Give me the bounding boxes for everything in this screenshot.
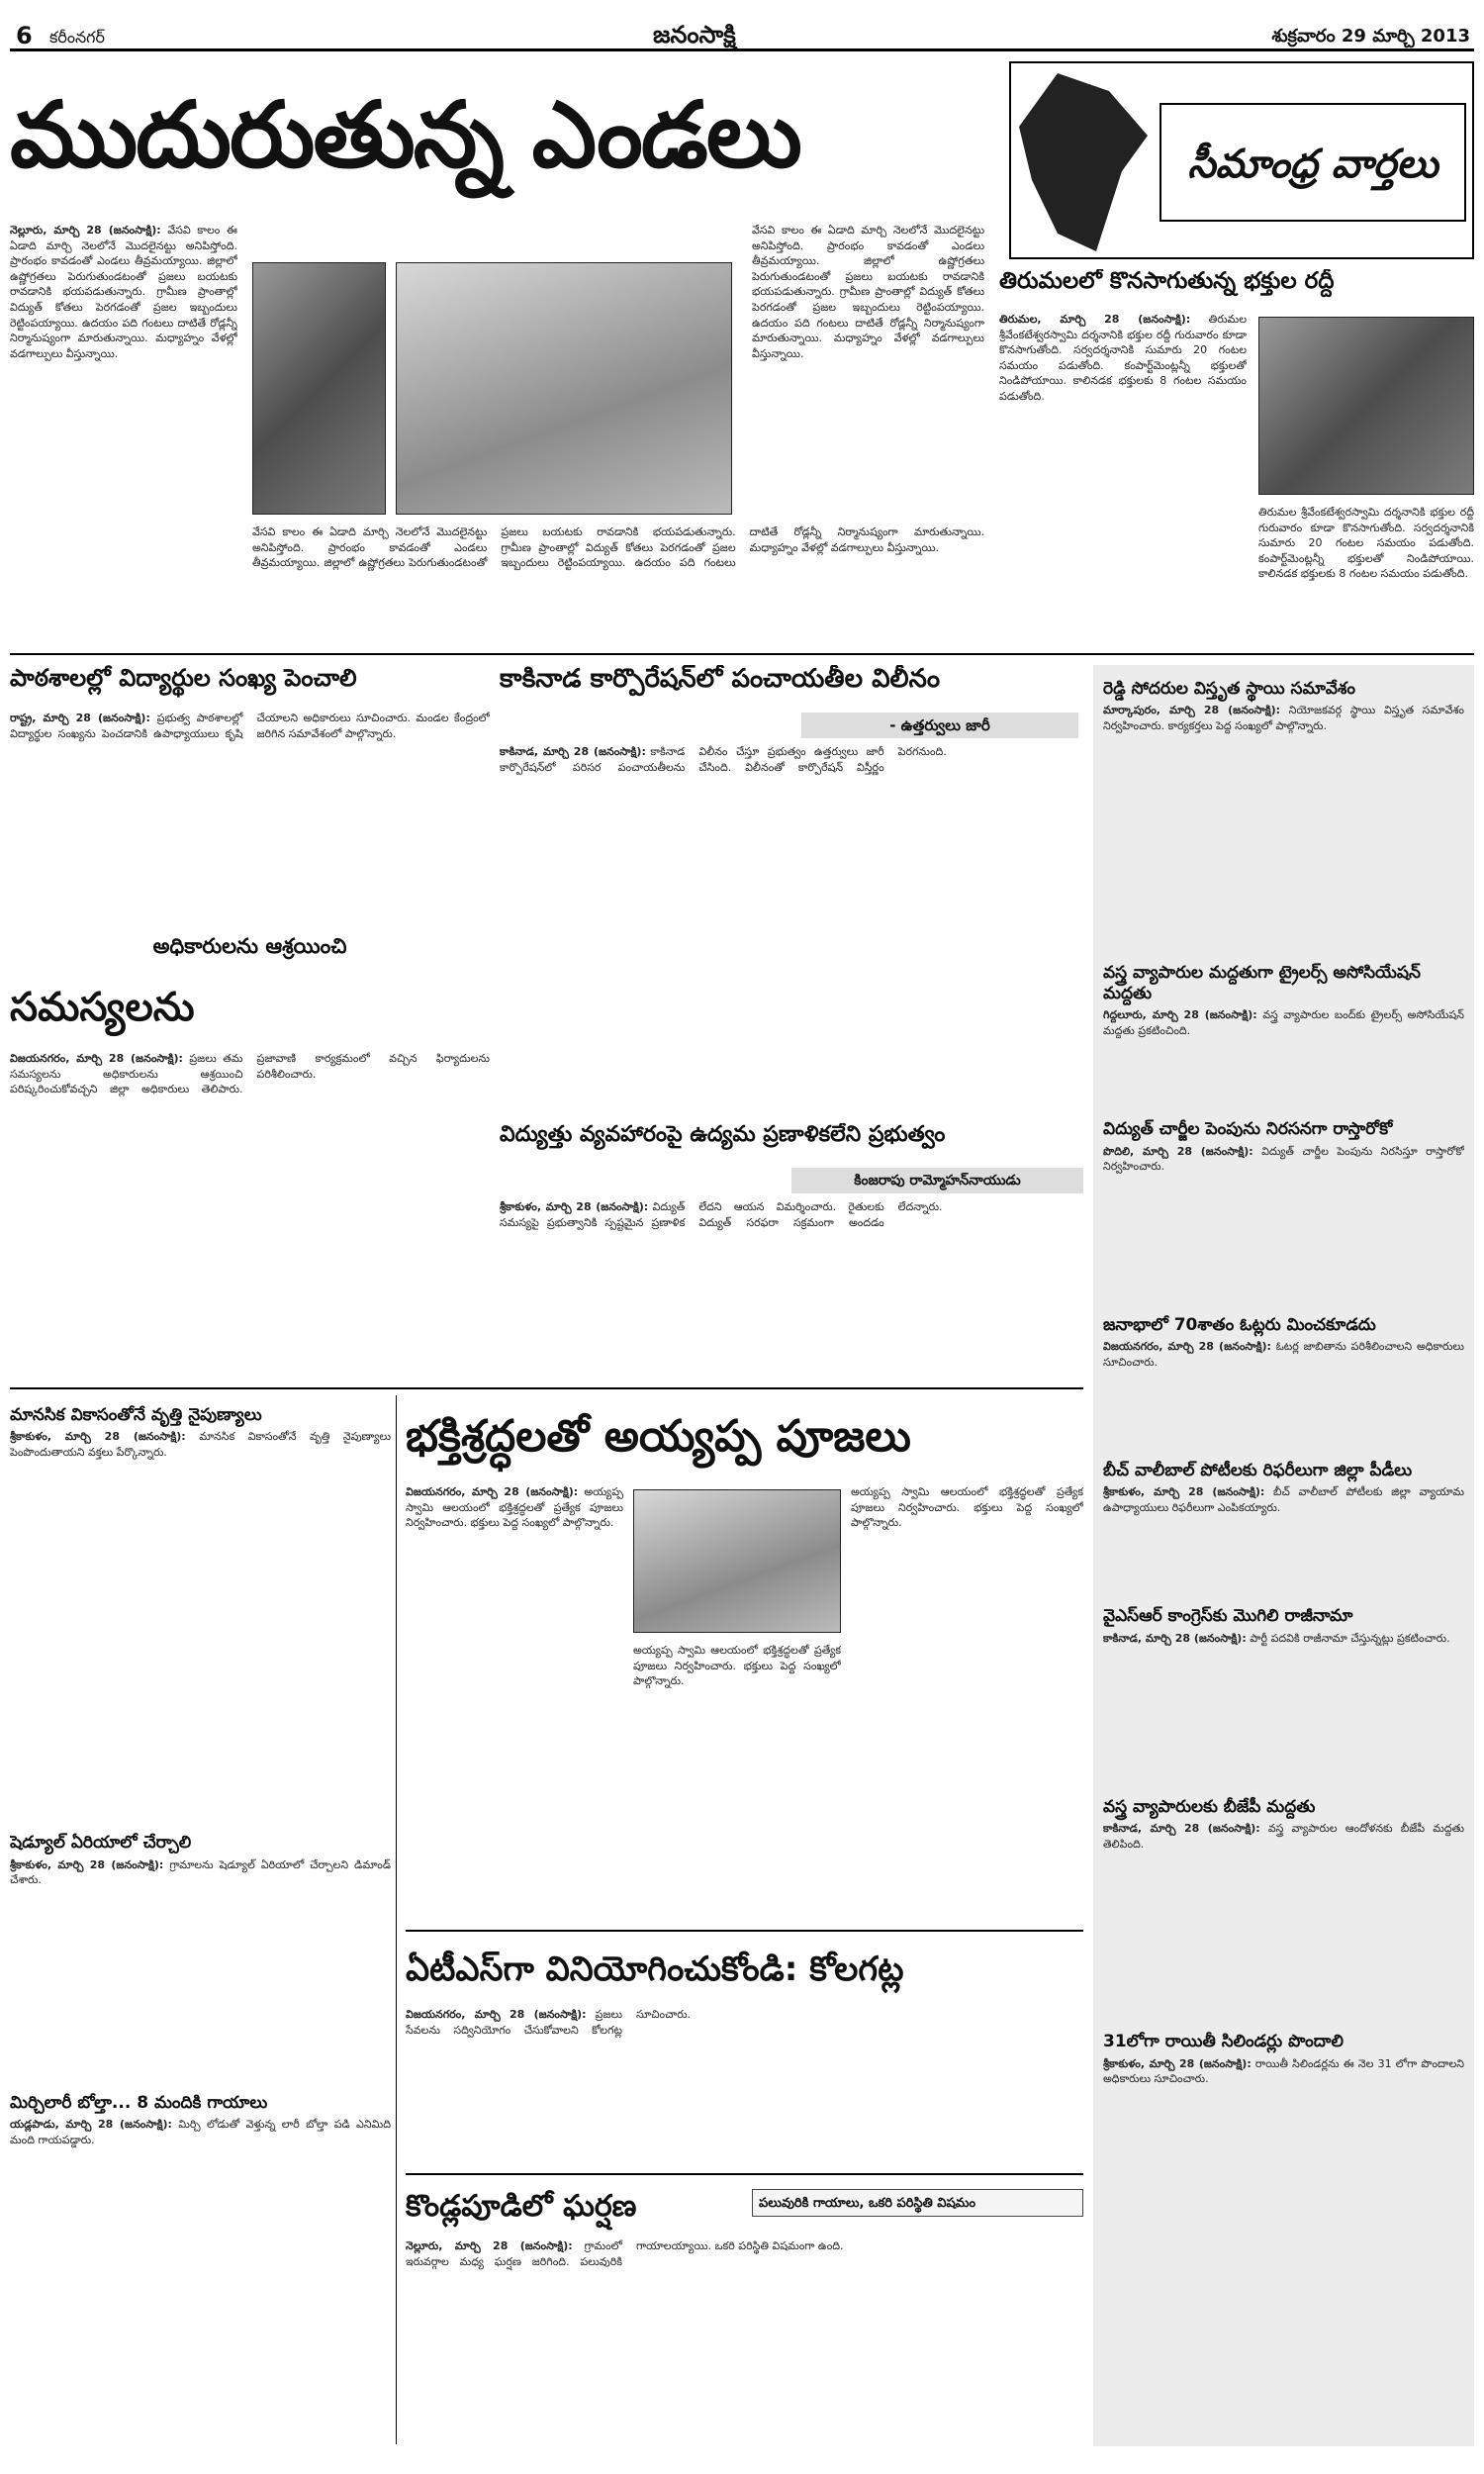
heat-photo-2 [396, 262, 732, 515]
clash-text: నెల్లూరు, మార్చి 28 (జనంసాక్షి): గ్రామంలో ఇరువర్గాల మధ్య ఘర్షణ జరిగింది. పలువురికి గాయాలయ్యాయి. ఒకరి పరిస్థితి విషమంగా ఉంది. [406, 2239, 844, 2268]
ayyappa-text: విజయనగరం, మార్చి 28 (జనంసాక్షి): అయ్యప్ప స్వామి ఆలయంలో భక్తిశ్రద్ధలతో ప్రత్యేక పూజలు నిర్వహించారు. భక్తులు పెద్ద సంఖ్యలో పాల్గొన్నారు. [406, 1485, 623, 1530]
ysr-headline: వైఎస్ఆర్ కాంగ్రెస్‌కు మొగిలి రాజీనామా [1103, 1606, 1353, 1627]
page-header [10, 20, 1474, 51]
power-headline: విద్యుత్తు వ్యవహారంపై ఉద్యమ ప్రణాళికలేని ప్రభుత్వం [500, 1123, 946, 1147]
charges-text: పొదిలి, మార్చి 28 (జనంసాక్షి): విద్యుత్ చార్జీల పెంపును నిరసిస్తూ రాస్తారోకో నిర్వహించారు. [1103, 1144, 1464, 1174]
tirumala-photo [1258, 317, 1474, 495]
beach-headline: బీచ్ వాలీబాల్ పోటీలకు రిఫరీలుగా జిల్లా పీడీలు [1103, 1460, 1413, 1480]
schedule-headline: షెడ్యూల్ ఏరియాలో చేర్చాలి [10, 1833, 192, 1854]
reddy-headline: రెడ్డి సోదరుల విస్తృత స్థాయి సమావేశం [1103, 679, 1355, 699]
newspaper-logo: జనంసాక్షి [653, 20, 736, 48]
officials-kicker: అధికారులను ఆశ్రయించి [152, 935, 347, 958]
schools-text: రాష్ట్ర, మార్చి 28 (జనంసాక్షి): ప్రభుత్వ పాఠశాలల్లో విద్యార్థుల సంఖ్యను పెంచడానికి ఉపాధ్యాయులు కృషి చేయాలని అధికారులు సూచించారు. మండల కేంద్రంలో జరిగిన సమావేశంలో పాల్గొన్నారు. [10, 712, 490, 740]
main-story-continued: వేసవి కాలం ఈ ఏడాది మార్చి నెలలోనే మొదలైనట్టు అనిపిస్తోంది. ప్రారంభం కావడంతో ఎండలు తీవ్రమయ్యాయి. జిల్లాలో ఉష్ణోగ్రతలు పెరుగుతుండటంతో ప్రజలు బయటకు రావడానికి భయపడుతున్నారు. గ్రామీణ ప్రాంతాల్లో విద్యుత్ కోతలు పెరగడంతో ప్రజల ఇబ్బందులు రెట్టింపయ్యాయి. ఉదయం పది గంటలు దాటితే రోడ్లన్నీ నిర్మానుష్యంగా మారుతున్నాయి. మధ్యాహ్నం వేళల్లో వడగాల్పులు వీస్తున్నాయి. [252, 525, 984, 570]
tirumala-text-2: తిరుమల శ్రీవేంకటేశ్వరస్వామి దర్శనానికి భక్తుల రద్దీ గురువారం కూడా కొనసాగుతోంది. సర్వదర్శనానికి సుమారు 20 గంటల సమయం పడుతోంది. కంపార్ట్‌మెంట్లన్నీ భక్తులతో నిండిపోయాయి. కాలినడక భక్తులకు 8 గంటల సమయం పడుతోంది. [1258, 506, 1474, 581]
bjp-headline: వస్త్ర వ్యాపారులకు బీజేపీ మద్దతు [1103, 1796, 1316, 1817]
jeep-text: యడ్లపాడు, మార్చి 28 (జనంసాక్షి): మిర్చి లోడుతో వెళ్తున్న లారీ బోల్తా పడి ఎనిమిది మంది గాయపడ్డారు. [10, 2118, 391, 2146]
page-number: 6 [16, 22, 33, 49]
right-sidebar [1093, 665, 1474, 2446]
votes-text: విజయనగరం, మార్చి 28 (జనంసాక్షి): ఓటర్ల జాబితాను పరిశీలించాలని అధికారులు సూచించారు. [1103, 1339, 1464, 1369]
mental-headline: మానసిక వికాసంతోనే వృత్తి నైపుణ్యాలు [10, 1405, 262, 1425]
bjp-text: కాకినాడ, మార్చి 28 (జనంసాక్షి): వస్త్ర వ్యాపారుల ఆందోళనకు బీజేపీ మద్దతు తెలిపింది. [1103, 1822, 1464, 1851]
votes-headline: జనాభాలో 70శాతం ఓట్లరు మించకూడదు [1103, 1314, 1376, 1335]
divider-v [396, 1395, 397, 2444]
ap-map-icon [1019, 73, 1148, 251]
seemandhra-title: సీమాంధ్ర వార్తలు [1159, 103, 1466, 222]
main-story-body: వేసవి కాలం ఈ ఏడాది మార్చి నెలలోనే మొదలైనట్టు అనిపిస్తోంది. ప్రారంభం కావడంతో ఎండలు తీవ్రమయ్యాయి. జిల్లాలో ఉష్ణోగ్రతలు పెరుగుతుండటంతో ప్రజలు బయటకు రావడానికి భయపడుతున్నారు. గ్రామీణ ప్రాంతాల్లో విద్యుత్ కోతలు పెరగడంతో ప్రజల ఇబ్బందులు రెట్టింపయ్యాయి. ఉదయం పది గంటలు దాటితే రోడ్లన్నీ నిర్మానుష్యంగా మారుతున్నాయి. మధ్యాహ్నం వేళల్లో వడగాల్పులు వీస్తున్నాయి. [10, 224, 237, 360]
power-text: శ్రీకాకుళం, మార్చి 28 (జనంసాక్షి): విద్యుత్ సమస్యపై ప్రభుత్వానికి స్పష్టమైన ప్రణాళిక లేదని ఆయన విమర్శించారు. రైతులకు విద్యుత్ సరఫరా సక్రమంగా అందడం లేదన్నారు. [500, 1200, 943, 1229]
beach-text: శ్రీకాకుళం, మార్చి 28 (జనంసాక్షి): బీచ్ వాలీబాల్ పోటీలకు జిల్లా వ్యాయామ ఉపాధ్యాయులు రిఫరీలుగా ఎంపికయ్యారు. [1103, 1485, 1464, 1514]
ayyappa-photo [633, 1489, 841, 1633]
seemandhra-box [1009, 61, 1474, 259]
main-headline: ముదురుతున్న ఎండలు [10, 82, 800, 188]
main-story-dateline: నెల్లూరు, మార్చి 28 (జనంసాక్షి): [10, 224, 161, 237]
traders-headline: వస్త్ర వ్యాపారుల మద్దతుగా ట్రైలర్స్ అసోసియేషన్ మద్దతు [1103, 963, 1421, 1003]
reddy-text: మార్కాపురం, మార్చి 28 (జనంసాక్షి): నియోజకవర్గ స్థాయి విస్తృత సమావేశం నిర్వహించారు. కార్యకర్తలు పెద్ద సంఖ్యలో పాల్గొన్నారు. [1103, 704, 1464, 732]
officials-text: విజయనగరం, మార్చి 28 (జనంసాక్షి): ప్రజలు తమ సమస్యలను అధికారులను ఆశ్రయించి పరిష్కరించుకోవచ్చని జిల్లా అధికారులు తెలిపారు. ప్రజావాణి కార్యక్రమంలో వచ్చిన ఫిర్యాదులను పరిశీలించారు. [10, 1052, 490, 1096]
atm-text: విజయనగరం, మార్చి 28 (జనంసాక్షి): ప్రజలు సేవలను సద్వినియోగం చేసుకోవాలని కోలగట్ల సూచించారు. [406, 2008, 692, 2037]
jeep-headline: మిర్చిలారీ బోల్తా... 8 మందికి గాయాలు [10, 2092, 268, 2113]
ayyappa-text-3: అయ్యప్ప స్వామి ఆలయంలో భక్తిశ్రద్ధలతో ప్రత్యేక పూజలు నిర్వహించారు. భక్తులు పెద్ద సంఖ్యలో పాల్గొన్నారు. [851, 1485, 1083, 1530]
divider-1 [10, 653, 1474, 655]
mental-text: శ్రీకాకుళం, మార్చి 28 (జనంసాక్షి): మానసిక వికాసంతోనే వృత్తి నైపుణ్యాలు పెంపొందుతాయని వక్తలు పేర్కొన్నారు. [10, 1430, 391, 1459]
heat-photo-1 [252, 262, 386, 515]
ayyappa-headline: భక్తిశ్రద్ధలతో అయ్యప్ప పూజలు [406, 1411, 911, 1462]
main-story-col-right: వేసవి కాలం ఈ ఏడాది మార్చి నెలలోనే మొదలైనట్టు అనిపిస్తోంది. ప్రారంభం కావడంతో ఎండలు తీవ్రమయ్యాయి. జిల్లాలో ఉష్ణోగ్రతలు పెరుగుతుండటంతో ప్రజలు బయటకు రావడానికి భయపడుతున్నారు. గ్రామీణ ప్రాంతాల్లో విద్యుత్ కోతలు పెరగడంతో ప్రజల ఇబ్బందులు రెట్టింపయ్యాయి. ఉదయం పది గంటలు దాటితే రోడ్లన్నీ నిర్మానుష్యంగా మారుతున్నాయి. మధ్యాహ్నం వేళల్లో వడగాల్పులు వీస్తున్నాయి. [752, 224, 984, 360]
kakinada-text: కాకినాడ, మార్చి 28 (జనంసాక్షి): కాకినాడ కార్పొరేషన్‌లో పరిసర పంచాయతీలను విలీనం చేస్తూ ప్రభుత్వం ఉత్తర్వులు జారీ చేసింది. విలీనంతో కార్పొరేషన్ విస్తీర్ణం పెరగనుంది. [500, 745, 947, 774]
clash-subhead: పలువురికి గాయాలు, ఒకరి పరిస్థితి విషమం [752, 2189, 1083, 2217]
power-subhead: కింజరాపు రామ్మోహన్‌నాయుడు [791, 1168, 1083, 1193]
main-story-text [10, 223, 237, 643]
officials-headline: సమస్యలను [10, 985, 195, 1030]
ayyappa-text-2: అయ్యప్ప స్వామి ఆలయంలో భక్తిశ్రద్ధలతో ప్రత్యేక పూజలు నిర్వహించారు. భక్తులు పెద్ద సంఖ్యలో పాల్గొన్నారు. [633, 1644, 841, 1688]
edition-name: కరీంనగర్ [49, 28, 106, 47]
tirumala-text: తిరుమల, మార్చి 28 (జనంసాక్షి): తిరుమల శ్రీవేంకటేశ్వరస్వామి దర్శనానికి భక్తుల రద్దీ గురువారం కూడా కొనసాగుతోంది. సర్వదర్శనానికి సుమారు 20 గంటల సమయం పడుతోంది. కంపార్ట్‌మెంట్లన్నీ భక్తులతో నిండిపోయాయి. కాలినడక భక్తులకు 8 గంటల సమయం పడుతోంది. [999, 313, 1247, 404]
issue-date: శుక్రవారం 29 మార్చి 2013 [1271, 26, 1470, 47]
divider-4 [406, 2173, 1083, 2175]
rice-text: శ్రీకాకుళం, మార్చి 28 (జనంసాక్షి): రాయితీ సిలిండర్లను ఈ నెల 31 లోగా పొందాలని అధికారులు సూచించారు. [1103, 2056, 1464, 2086]
kakinada-headline: కాకినాడ కార్పొరేషన్‌లో పంచాయతీల విలీనం [500, 665, 941, 694]
ysr-text: కాకినాడ, మార్చి 28 (జనంసాక్షి): పార్టీ పదవికి రాజీనామా చేస్తున్నట్లు ప్రకటించారు. [1103, 1631, 1450, 1645]
divider-2 [10, 1387, 1083, 1389]
traders-text: గిద్దలూరు, మార్చి 28 (జనంసాక్షి): వస్త్ర వ్యాపారుల బంద్‌కు ట్రైలర్స్ అసోసియేషన్ మద్దతు ప్రకటించింది. [1103, 1008, 1464, 1037]
left-lower-column [10, 1397, 391, 2446]
tirumala-headline: తిరుమలలో కొనసాగుతున్న భక్తుల రద్దీ [999, 269, 1335, 294]
clash-headline: కొండ్లపూడిలో ఘర్షణ [406, 2189, 637, 2224]
divider-3 [406, 1930, 1083, 1932]
charges-headline: విద్యుత్ చార్జీల పెంపును నిరసనగా రాస్తారోకో [1103, 1119, 1393, 1140]
atm-headline: ఏటీఎస్‌గా వినియోగించుకోండి: కోలగట్ల [406, 1950, 904, 1989]
schools-headline: పాఠశాలల్లో విద్యార్థుల సంఖ్య పెంచాలి [10, 665, 357, 692]
schedule-text: శ్రీకాకుళం, మార్చి 28 (జనంసాక్షి): గ్రామాలను షెడ్యూల్ ఏరియాలో చేర్చాలని డిమాండ్ చేశారు. [10, 1857, 391, 1887]
rice-headline: 31లోగా రాయితీ సిలిండర్లు పొందాలి [1103, 2032, 1344, 2052]
kakinada-subhead: - ఉత్తర్వులు జారీ [801, 713, 1078, 738]
